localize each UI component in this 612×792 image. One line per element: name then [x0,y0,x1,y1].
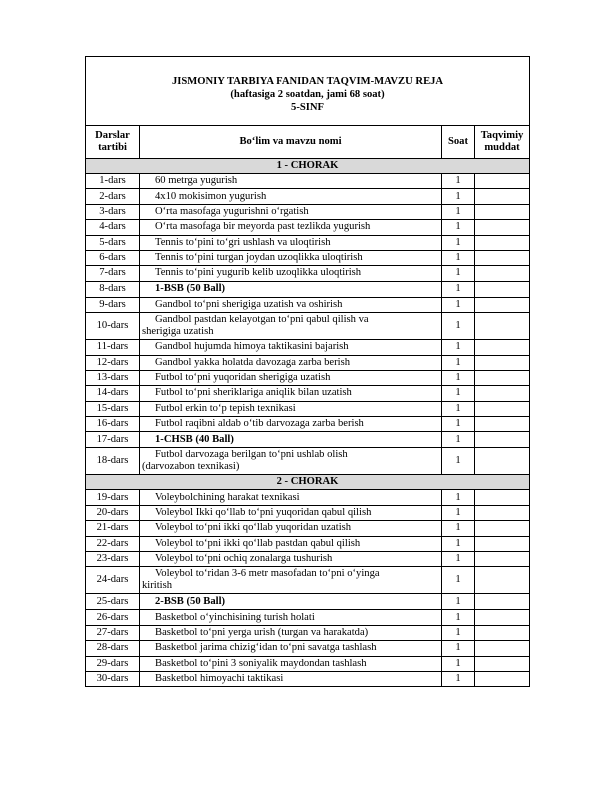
lesson-number: 16-dars [86,417,140,432]
lesson-hours: 1 [442,610,475,625]
table-row [86,641,530,656]
table-row [86,610,530,625]
lesson-hours: 1 [442,417,475,432]
lesson-hours: 1 [442,204,475,219]
table-row [86,401,530,416]
lesson-topic: Gandbol yakka holatda davozaga zarba berish [140,355,442,370]
lesson-number: 25-dars [86,594,140,610]
lesson-date-cell[interactable] [475,401,530,416]
lesson-topic: Voleybol to‘pni ikki qo‘llab pastdan qabul qilish [140,536,442,551]
lesson-topic: Gandbol hujumda himoya taktikasini bajarish [140,340,442,355]
lesson-number: 17-dars [86,432,140,448]
lesson-number: 11-dars [86,340,140,355]
lesson-topic: Futbol raqibni aldab o‘tib darvozaga zarba berish [140,417,442,432]
lesson-hours: 1 [442,220,475,235]
table-row [86,313,530,340]
lesson-topic: Futbol to‘pni sheriklariga aniqlik bilan uzatish [140,386,442,401]
lesson-topic: O‘rta masofaga yugurishni o‘rgatish [140,204,442,219]
lesson-hours: 1 [442,505,475,520]
lesson-number: 5-dars [86,235,140,250]
lesson-topic: 2-BSB (50 Ball) [140,594,442,610]
lesson-number: 30-dars [86,671,140,686]
lesson-topic: 60 metrga yugurish [140,174,442,189]
lesson-topic: 1-CHSB (40 Ball) [140,432,442,448]
lesson-date-cell[interactable] [475,220,530,235]
lesson-hours: 1 [442,174,475,189]
document-subtitle: (haftasiga 2 soatdan, jami 68 soat) [230,88,385,100]
lesson-topic: Voleybolchining harakat texnikasi [140,490,442,505]
lesson-hours: 1 [442,281,475,297]
lesson-topic-line-1: Futbol darvozaga berilgan to‘pni ushlab olish [155,449,348,461]
lesson-date-cell[interactable] [475,594,530,610]
table-row [86,505,530,520]
column-header-order: Darslar tartibi [86,126,140,159]
lesson-date-cell[interactable] [475,448,530,475]
lesson-number: 24-dars [86,567,140,594]
lesson-date-cell[interactable] [475,370,530,385]
lesson-number: 15-dars [86,401,140,416]
lesson-date-cell[interactable] [475,340,530,355]
section-title: 2 - CHORAK [86,475,530,490]
lesson-number: 28-dars [86,641,140,656]
table-row [86,189,530,204]
lesson-topic [140,313,442,340]
lesson-date-cell[interactable] [475,386,530,401]
table-row [86,266,530,281]
table-row [86,220,530,235]
lesson-number: 12-dars [86,355,140,370]
table-row [86,448,530,475]
lesson-topic: Basketbol o‘yinchisining turish holati [140,610,442,625]
lesson-hours: 1 [442,401,475,416]
lesson-hours: 1 [442,625,475,640]
lesson-hours: 1 [442,370,475,385]
lesson-date-cell[interactable] [475,656,530,671]
lesson-date-cell[interactable] [475,174,530,189]
lesson-topic: Voleybol to‘pni ochiq zonalarga tushurish [140,552,442,567]
table-row [86,370,530,385]
lesson-number: 1-dars [86,174,140,189]
lesson-date-cell[interactable] [475,671,530,686]
lesson-topic: Futbol erkin to‘p tepish texnikasi [140,401,442,416]
table-row [86,567,530,594]
lesson-number: 4-dars [86,220,140,235]
lesson-number: 26-dars [86,610,140,625]
lesson-topic: Voleybol to‘pni ikki qo‘llab yuqoridan uzatish [140,521,442,536]
lesson-date-cell[interactable] [475,204,530,219]
table-row [86,281,530,297]
lesson-date-cell[interactable] [475,235,530,250]
lesson-number: 6-dars [86,250,140,265]
table-row [86,552,530,567]
lesson-date-cell[interactable] [475,189,530,204]
lesson-hours: 1 [442,266,475,281]
lesson-topic-line-2: sherigiga uzatish [142,326,214,338]
table-row [86,671,530,686]
lesson-number: 20-dars [86,505,140,520]
lesson-hours: 1 [442,189,475,204]
lesson-topic: O‘rta masofaga bir meyorda past tezlikda yugurish [140,220,442,235]
lesson-topic-line-2: (darvozabon texnikasi) [142,461,240,473]
lesson-topic: Tennis to‘pini to‘gri ushlash va uloqtirish [140,235,442,250]
section-title: 1 - CHORAK [86,159,530,174]
lesson-hours: 1 [442,355,475,370]
lesson-date-cell[interactable] [475,610,530,625]
table-row [86,355,530,370]
section-header-row [86,475,530,490]
lesson-topic-line-2: kiritish [142,580,173,592]
table-header-row [86,126,530,159]
lesson-date-cell[interactable] [475,536,530,551]
lesson-number: 22-dars [86,536,140,551]
grade-label: 5-SINF [291,101,324,113]
table-row [86,521,530,536]
lesson-date-cell[interactable] [475,625,530,640]
lesson-topic: Basketbol to‘pini 3 soniyalik maydondan tashlash [140,656,442,671]
lesson-number: 9-dars [86,297,140,312]
lesson-date-cell[interactable] [475,297,530,312]
lesson-number: 29-dars [86,656,140,671]
table-row [86,656,530,671]
lesson-topic: Voleybol Ikki qo‘llab to‘pni yuqoridan qabul qilish [140,505,442,520]
schedule-table [85,56,530,687]
lesson-date-cell[interactable] [475,505,530,520]
document-page [85,56,529,687]
column-header-hours: Soat [442,126,475,159]
lesson-hours: 1 [442,448,475,475]
lesson-hours: 1 [442,432,475,448]
document-title-block [86,57,530,126]
lesson-date-cell[interactable] [475,641,530,656]
lesson-hours: 1 [442,567,475,594]
table-row [86,235,530,250]
lesson-number: 23-dars [86,552,140,567]
table-row [86,536,530,551]
lesson-date-cell[interactable] [475,552,530,567]
lesson-topic: Tennis to‘pini yugurib kelib uzoqlikka uloqtirish [140,266,442,281]
lesson-hours: 1 [442,521,475,536]
lesson-hours: 1 [442,340,475,355]
lesson-topic: 1-BSB (50 Ball) [140,281,442,297]
lesson-date-cell[interactable] [475,567,530,594]
lesson-number: 14-dars [86,386,140,401]
lesson-date-cell[interactable] [475,313,530,340]
lesson-hours: 1 [442,313,475,340]
table-row [86,417,530,432]
lesson-hours: 1 [442,490,475,505]
table-row [86,594,530,610]
column-header-date: Taqvimiy muddat [475,126,530,159]
lesson-topic: Tennis to‘pini turgan joydan uzoqlikka uloqtirish [140,250,442,265]
table-row [86,340,530,355]
table-row [86,625,530,640]
lesson-date-cell[interactable] [475,355,530,370]
table-row [86,432,530,448]
table-row [86,386,530,401]
lesson-topic: 4x10 mokisimon yugurish [140,189,442,204]
lesson-number: 21-dars [86,521,140,536]
lesson-number: 13-dars [86,370,140,385]
lesson-topic: Basketbol to‘pni yerga urish (turgan va harakatda) [140,625,442,640]
lesson-number: 7-dars [86,266,140,281]
lesson-topic: Basketbol himoyachi taktikasi [140,671,442,686]
lesson-topic: Gandbol to‘pni sherigiga uzatish va oshirish [140,297,442,312]
table-row [86,490,530,505]
table-row [86,204,530,219]
lesson-topic: Basketbol jarima chizig‘idan to‘pni savatga tashlash [140,641,442,656]
lesson-number: 27-dars [86,625,140,640]
lesson-date-cell[interactable] [475,432,530,448]
lesson-topic-line-1: Gandbol pastdan kelayotgan to‘pni qabul qilish va [155,313,369,325]
lesson-number: 3-dars [86,204,140,219]
lesson-hours: 1 [442,386,475,401]
lesson-date-cell[interactable] [475,281,530,297]
lesson-number: 19-dars [86,490,140,505]
lesson-date-cell[interactable] [475,250,530,265]
table-row [86,174,530,189]
table-row [86,250,530,265]
lesson-date-cell[interactable] [475,266,530,281]
lesson-hours: 1 [442,235,475,250]
table-row [86,297,530,312]
document-title: JISMONIY TARBIYA FANIDAN TAQVIM-MAVZU REJA [171,75,444,87]
lesson-number: 8-dars [86,281,140,297]
lesson-date-cell[interactable] [475,490,530,505]
lesson-number: 10-dars [86,313,140,340]
lesson-hours: 1 [442,297,475,312]
lesson-number: 18-dars [86,448,140,475]
lesson-date-cell[interactable] [475,417,530,432]
lesson-date-cell[interactable] [475,521,530,536]
lesson-hours: 1 [442,250,475,265]
lesson-hours: 1 [442,536,475,551]
section-header-row [86,159,530,174]
lesson-topic: Futbol to‘pni yuqoridan sherigiga uzatish [140,370,442,385]
lesson-hours: 1 [442,656,475,671]
lesson-hours: 1 [442,594,475,610]
lesson-hours: 1 [442,641,475,656]
lesson-topic [140,448,442,475]
lesson-hours: 1 [442,671,475,686]
lesson-topic-line-1: Voleybol to‘ridan 3-6 metr masofadan to‘pni o‘yinga [155,568,380,580]
lesson-hours: 1 [442,552,475,567]
column-header-topic: Bo‘lim va mavzu nomi [140,126,442,159]
lesson-topic [140,567,442,594]
lesson-number: 2-dars [86,189,140,204]
